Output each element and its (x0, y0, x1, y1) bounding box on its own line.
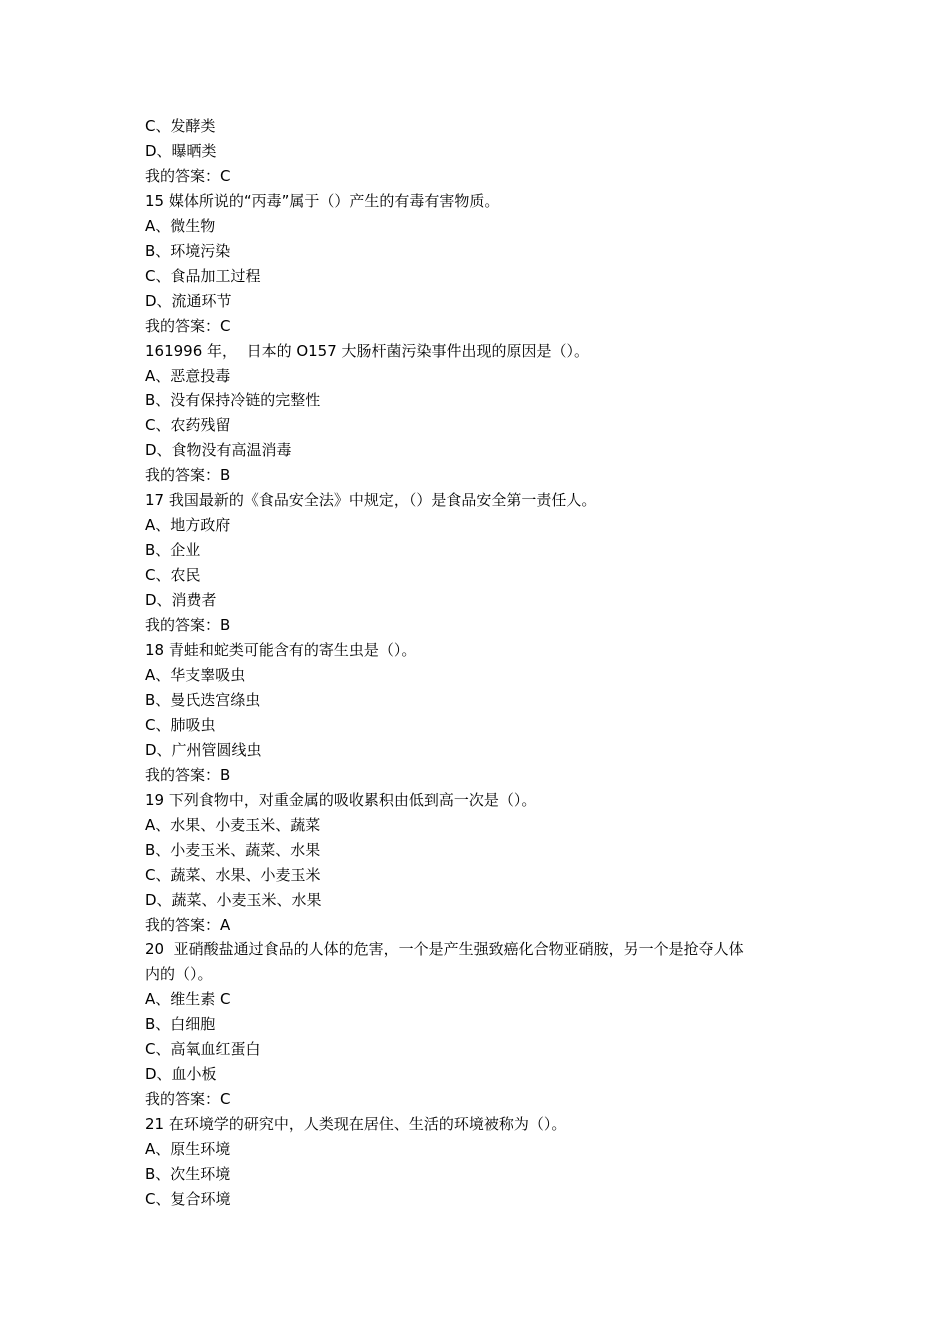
answer-line: 我的答案：B (145, 765, 231, 784)
text-line: D、广州管圆线虫 (145, 740, 262, 759)
question-line: 18 青蛙和蛇类可能含有的寄生虫是（）。 (145, 641, 417, 660)
document-text (145, 114, 825, 1212)
answer-line: 我的答案：C (145, 316, 231, 335)
text-line: B、企业 (145, 541, 201, 560)
text-line: D、消费者 (145, 591, 217, 610)
question-line: 15 媒体所说的“丙毒”属于（）产生的有毒有害物质。 (145, 191, 500, 210)
text-line: B、白细胞 (145, 1015, 216, 1034)
text-line: C、农民 (145, 566, 201, 585)
text-line: C、发酵类 (145, 117, 216, 135)
answer-line: 我的答案：A (145, 915, 231, 934)
text-line: A、华支睾吸虫 (145, 665, 246, 684)
answer-line: 我的答案：C (145, 1090, 231, 1109)
text-line: B、没有保持冷链的完整性 (145, 391, 321, 410)
text-line: C、蔬菜、水果、小麦玉米 (145, 865, 321, 884)
question-line: 161996 年， 日本的 O157 大肠杆菌污染事件出现的原因是（）。 (145, 341, 590, 360)
text-line: C、肺吸虫 (145, 715, 216, 734)
answer-line: 我的答案：B (145, 466, 231, 485)
text-line: A、微生物 (145, 216, 216, 235)
text-line: A、原生环境 (145, 1140, 231, 1159)
text-line: B、小麦玉米、蔬菜、水果 (145, 840, 321, 859)
text-line: C、高氧血红蛋白 (145, 1040, 261, 1059)
text-line: D、血小板 (145, 1065, 217, 1084)
question-line-continued: 内的（）。 (145, 965, 213, 984)
question-line: 20 亚硝酸盐通过食品的人体的危害，一个是产生强致癌化合物亚硝胺，另一个是抢夺人体 (145, 940, 744, 959)
text-line: D、流通环节 (145, 291, 232, 310)
question-line: 21 在环境学的研究中，人类现在居住、生活的环境被称为（）。 (145, 1115, 567, 1134)
text-line: D、曝晒类 (145, 141, 217, 160)
text-line: D、蔬菜、小麦玉米、水果 (145, 890, 322, 909)
text-line: A、恶意投毒 (145, 366, 231, 385)
text-line: C、复合环境 (145, 1189, 231, 1208)
text-line: D、食物没有高温消毒 (145, 441, 292, 460)
text-line: B、曼氏迭宫绦虫 (145, 690, 261, 709)
answer-line: 我的答案：C (145, 166, 231, 185)
text-line: B、次生环境 (145, 1165, 231, 1184)
question-line: 19 下列食物中，对重金属的吸收累积由低到高一次是（）。 (145, 790, 537, 809)
text-line: B、环境污染 (145, 241, 231, 260)
question-line: 17 我国最新的《食品安全法》中规定，（）是食品安全第一责任人。 (145, 491, 597, 510)
text-line: C、农药残留 (145, 416, 231, 435)
text-line: C、食品加工过程 (145, 266, 261, 285)
text-line: A、水果、小麦玉米、蔬菜 (145, 815, 321, 834)
answer-line: 我的答案：B (145, 616, 231, 635)
text-line: A、地方政府 (145, 516, 231, 535)
text-line: A、维生素 C (145, 990, 231, 1009)
